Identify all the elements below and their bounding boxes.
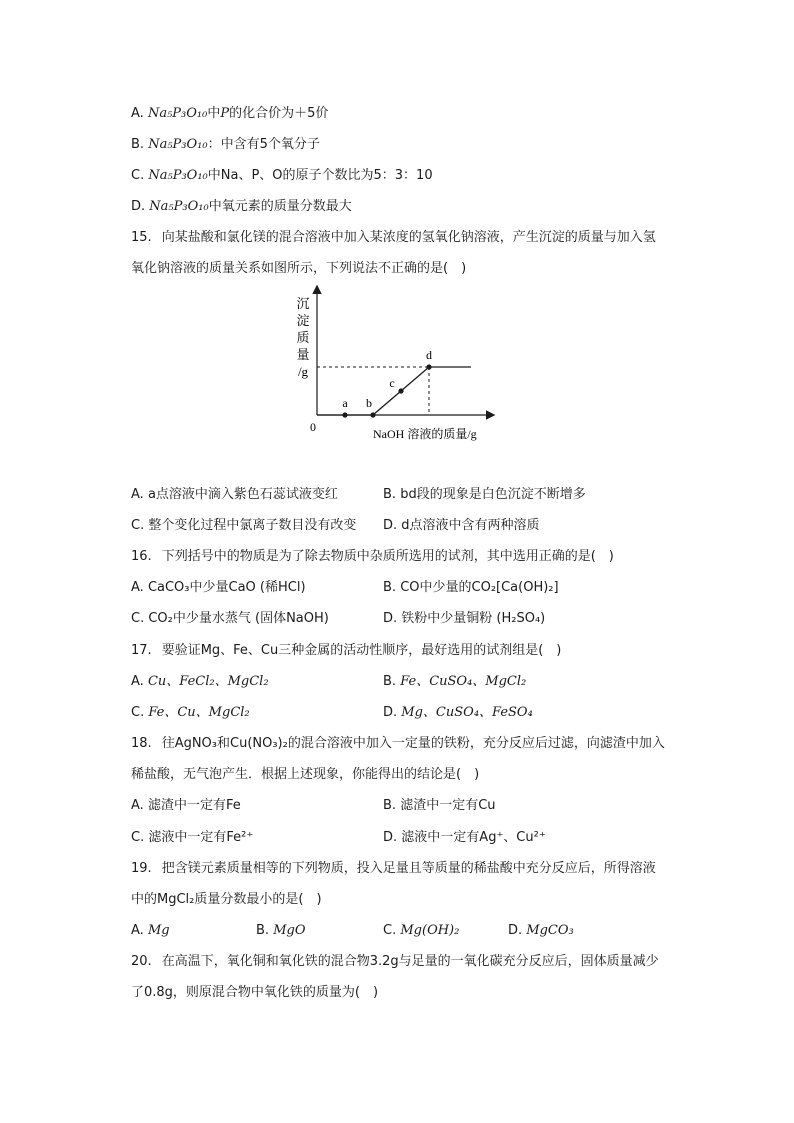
q18-stem-line2 bbox=[131, 765, 479, 785]
option-letter: C. bbox=[131, 168, 145, 183]
origin-label: 0 bbox=[310, 420, 316, 434]
option-text: MgO bbox=[273, 923, 306, 938]
q15-stem-line1 bbox=[131, 228, 656, 248]
option-letter: D. bbox=[131, 199, 146, 214]
q19-option-b bbox=[256, 921, 306, 941]
option-text: 中Na、P、O的原子个数比为5：3：10 bbox=[207, 168, 433, 183]
option-letter: C. bbox=[131, 611, 145, 626]
formula: Na₅P₃O₁₀ bbox=[147, 106, 208, 121]
option-text: 滤渣中一定有Fe bbox=[147, 798, 241, 813]
data-points bbox=[342, 348, 432, 418]
option-letter: A. bbox=[131, 580, 144, 595]
q19-stem-line2 bbox=[131, 890, 322, 910]
option-text: MgCO₃ bbox=[526, 923, 574, 938]
q18-option-c bbox=[131, 828, 253, 848]
option-text: 中 bbox=[207, 106, 221, 121]
q15-option-c bbox=[131, 516, 356, 536]
question-text: 稀盐酸，无气泡产生．根据上述现象，你能得出的结论是( ) bbox=[131, 767, 480, 782]
formula: Na₅P₃O₁₀ bbox=[148, 137, 208, 152]
option-letter: C. bbox=[131, 830, 145, 845]
option-letter: D. bbox=[383, 830, 398, 845]
option-text: CO₂中少量水蒸气 (固体NaOH) bbox=[148, 611, 329, 626]
option-letter: B. bbox=[131, 137, 145, 152]
guide-lines bbox=[317, 367, 429, 415]
option-text: ：中含有5个氧分子 bbox=[207, 137, 320, 152]
option-letter: A. bbox=[131, 798, 144, 813]
q17-option-a bbox=[131, 672, 269, 692]
point-label-b: b bbox=[366, 396, 372, 410]
point-c bbox=[398, 388, 403, 393]
q15-option-a bbox=[131, 485, 338, 505]
q19-option-c bbox=[383, 921, 459, 941]
q20-stem-line2 bbox=[131, 983, 378, 1003]
y-axis-label-char: /g bbox=[297, 364, 309, 379]
y-axis-label-char: 沉 bbox=[296, 296, 310, 311]
q19-stem-line1 bbox=[131, 859, 656, 879]
option-text: Mg(OH)₂ bbox=[400, 923, 460, 938]
point-label-d: d bbox=[426, 348, 432, 362]
q18-option-b bbox=[383, 796, 496, 816]
point-a bbox=[342, 412, 347, 417]
question-number: 18. bbox=[131, 736, 152, 751]
option-letter: A. bbox=[131, 674, 144, 689]
option-text: Mg、CuSO₄、FeSO₄ bbox=[401, 705, 533, 720]
point-d bbox=[426, 364, 431, 369]
option-text: 铁粉中少量铜粉 (H₂SO₄) bbox=[401, 611, 546, 626]
question-text: 了0.8g，则原混合物中氧化铁的质量为( ) bbox=[131, 985, 379, 1000]
option-text: 的化合价为＋5价 bbox=[229, 106, 329, 121]
option-letter: D. bbox=[508, 923, 523, 938]
option-letter: D. bbox=[383, 705, 398, 720]
q20-stem-line1 bbox=[131, 952, 659, 972]
question-text: 向某盐酸和氯化镁的混合溶液中加入某浓度的氢氧化钠溶液，产生沉淀的质量与加入氢 bbox=[161, 230, 656, 245]
x-axis-label: NaOH 溶液的质量/g bbox=[373, 427, 477, 441]
option-text: a点溶液中滴入紫色石蕊试液变红 bbox=[147, 487, 338, 502]
q17-option-c bbox=[131, 703, 250, 723]
option-letter: D. bbox=[383, 518, 398, 533]
question-number: 20. bbox=[131, 954, 152, 969]
option-letter: D. bbox=[383, 611, 398, 626]
q17-option-d bbox=[383, 703, 533, 723]
formula: P bbox=[220, 106, 230, 121]
q16-option-d bbox=[383, 609, 545, 629]
question-text: 在高温下，氧化铜和氧化铁的混合物3.2g与足量的一氧化碳充分反应后，固体质量减少 bbox=[161, 954, 659, 969]
question-text: 下列括号中的物质是为了除去物质中杂质所选用的试剂，其中选用正确的是( ) bbox=[161, 549, 614, 564]
q19-option-d bbox=[508, 921, 574, 941]
question-number: 17. bbox=[131, 643, 152, 658]
option-text: 滤液中一定有Fe²⁺ bbox=[148, 830, 254, 845]
q15-option-b bbox=[383, 485, 586, 505]
option-text: Cu、FeCl₂、MgCl₂ bbox=[147, 674, 269, 689]
question-number: 16. bbox=[131, 549, 152, 564]
option-text: 中氧元素的质量分数最大 bbox=[208, 199, 352, 214]
q16-option-b bbox=[383, 578, 559, 598]
question-text: 要验证Mg、Fe、Cu三种金属的活动性顺序，最好选用的试剂组是( ) bbox=[161, 643, 562, 658]
option-text: d点溶液中含有两种溶质 bbox=[401, 518, 540, 533]
option-letter: B. bbox=[383, 580, 397, 595]
q16-option-a bbox=[131, 578, 306, 598]
q14-option-c bbox=[131, 166, 433, 186]
q19-option-a bbox=[131, 921, 170, 941]
y-axis-label-char: 淀 bbox=[296, 313, 310, 328]
option-letter: A. bbox=[131, 487, 144, 502]
point-b bbox=[370, 412, 375, 417]
option-text: CO中少量的CO₂[Ca(OH)₂] bbox=[400, 580, 559, 595]
q17-stem bbox=[131, 641, 561, 661]
option-letter: B. bbox=[383, 798, 397, 813]
option-text: Fe、CuSO₄、MgCl₂ bbox=[400, 674, 527, 689]
option-letter: C. bbox=[383, 923, 397, 938]
option-letter: C. bbox=[131, 705, 145, 720]
question-text: 把含镁元素质量相等的下列物质，投入足量且等质量的稀盐酸中充分反应后，所得溶液 bbox=[161, 861, 656, 876]
y-axis-label-char: 质 bbox=[296, 330, 310, 345]
q17-option-b bbox=[383, 672, 526, 692]
q18-stem-line1 bbox=[131, 734, 665, 754]
q15-stem-line2 bbox=[131, 259, 466, 279]
option-letter: B. bbox=[256, 923, 270, 938]
option-letter: A. bbox=[131, 923, 144, 938]
formula: Na₅P₃O₁₀ bbox=[148, 168, 208, 183]
question-text: 氧化钠溶液的质量关系如图所示，下列说法不正确的是( ) bbox=[131, 261, 467, 276]
series-polyline bbox=[317, 367, 471, 415]
y-axis-label-char: 量 bbox=[296, 347, 310, 362]
question-text: 往AgNO₃和Cu(NO₃)₂的混合溶液中加入一定量的铁粉，充分反应后过滤，向滤渣中加入 bbox=[161, 736, 665, 751]
q14-option-a bbox=[131, 104, 328, 124]
q14-option-d bbox=[131, 197, 352, 217]
q14-option-b bbox=[131, 135, 320, 155]
series-line bbox=[317, 367, 471, 415]
q16-option-c bbox=[131, 609, 329, 629]
option-letter: B. bbox=[383, 674, 397, 689]
q15-option-d bbox=[383, 516, 540, 536]
q18-option-a bbox=[131, 796, 241, 816]
option-text: 整个变化过程中氯离子数目没有改变 bbox=[148, 518, 357, 533]
precipitate-chart bbox=[288, 285, 508, 445]
option-text: 滤液中一定有Ag⁺、Cu²⁺ bbox=[401, 830, 546, 845]
option-letter: A. bbox=[131, 106, 144, 121]
option-text: CaCO₃中少量CaO (稀HCl) bbox=[147, 580, 306, 595]
option-letter: B. bbox=[383, 487, 397, 502]
q18-option-d bbox=[383, 828, 546, 848]
option-text: Fe、Cu、MgCl₂ bbox=[148, 705, 250, 720]
point-label-c: c bbox=[389, 376, 395, 390]
question-text: 中的MgCl₂质量分数最小的是( ) bbox=[131, 892, 322, 907]
option-letter: C. bbox=[131, 518, 145, 533]
q16-stem bbox=[131, 547, 614, 567]
y-axis-label bbox=[296, 296, 309, 379]
option-text: bd段的现象是白色沉淀不断增多 bbox=[400, 487, 586, 502]
question-number: 19. bbox=[131, 861, 152, 876]
question-number: 15. bbox=[131, 230, 152, 245]
formula: Na₅P₃O₁₀ bbox=[149, 199, 209, 214]
point-label-a: a bbox=[342, 396, 348, 410]
option-text: Mg bbox=[147, 923, 170, 938]
option-text: 滤渣中一定有Cu bbox=[400, 798, 496, 813]
